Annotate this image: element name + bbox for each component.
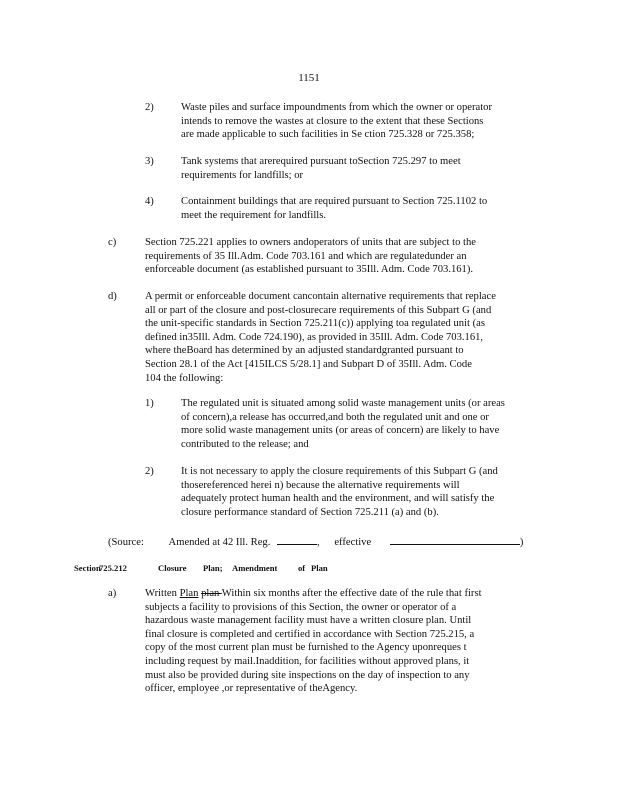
text-line: intends to remove the wastes at closure to the extent that these Sections bbox=[181, 115, 484, 127]
text-line: officer, employee ,or representative of theAgency. bbox=[145, 683, 358, 695]
text-line: the unit-specific standards in Section 725.211(c)) applying toa regulated unit (as bbox=[145, 318, 485, 330]
list-label: a) bbox=[108, 588, 117, 599]
source-comma: , bbox=[317, 537, 320, 548]
list-label: 4) bbox=[145, 196, 154, 207]
first-line-rest: Within six months after the effective date of the rule that first bbox=[221, 588, 482, 599]
text-line: Containment buildings that are required pursuant to Section 725.1102 to bbox=[181, 196, 488, 207]
text-line-first bbox=[145, 587, 520, 601]
text-line: of concern),a release has occurred,and both the regulated unit and one or bbox=[181, 411, 489, 423]
section-number: 725.212 bbox=[99, 563, 127, 573]
source-prefix: (Source: bbox=[108, 537, 144, 548]
list-label: c) bbox=[108, 237, 117, 248]
list-label: 1) bbox=[145, 398, 154, 409]
page-number: 1151 bbox=[298, 72, 320, 84]
list-label: 3) bbox=[145, 156, 154, 167]
list-text bbox=[145, 290, 535, 385]
section-title-3: Amendment bbox=[232, 563, 278, 573]
list-label: 2) bbox=[145, 102, 154, 113]
text-line: where theBoard has determined by an adjusted standardgranted pursuant to bbox=[145, 345, 464, 357]
text-line: The regulated unit is situated among solid waste management units (or areas bbox=[181, 398, 505, 409]
source-close: ) bbox=[519, 537, 524, 548]
text-line: adequately protect human health and the environment, and will satisfy the bbox=[181, 493, 495, 505]
text-line: all or part of the closure and post-closurecare requirements of this Subpart G (and bbox=[145, 304, 492, 316]
text-line: A permit or enforceable document cancontain alternative requirements that replace bbox=[145, 291, 496, 302]
text-line: It is not necessary to apply the closure requirements of this Subpart G (and bbox=[181, 466, 498, 477]
text-line: must also be provided during site inspections on the day of inspection to any bbox=[145, 669, 470, 681]
section-title-2: Plan; bbox=[203, 563, 223, 573]
section-title-4: of bbox=[298, 563, 306, 573]
text-line: thosereferenced herei n) because the alternative requirements will bbox=[181, 479, 460, 491]
text-line: Waste piles and surface impoundments from which the owner or operator bbox=[181, 102, 492, 113]
list-text bbox=[181, 465, 536, 519]
list-text bbox=[181, 155, 531, 182]
text-line: requirements of 35 Ill.Adm. Code 703.161 and which are regulatedunder an bbox=[145, 250, 467, 262]
text-line: including request by mail.Inaddition, for facilities without approved plans, it bbox=[145, 655, 470, 667]
text-line: requirements for landfills; or bbox=[181, 169, 304, 181]
text-line: are made applicable to such facilities in Se ction 725.328 or 725.358; bbox=[181, 129, 475, 141]
inserted-text: Plan bbox=[179, 588, 199, 599]
list-text bbox=[181, 101, 531, 142]
text-line: more solid waste management units (or areas of concern) are likely to have bbox=[181, 425, 500, 437]
text-line: Tank systems that arerequired pursuant toSection 725.297 to meet bbox=[181, 156, 461, 167]
text-line: contributed to the release; and bbox=[181, 438, 309, 450]
text-line: meet the requirement for landfills. bbox=[181, 209, 327, 221]
source-amended: Amended at 42 Ill. Reg. bbox=[168, 537, 271, 548]
section-title-5: Plan bbox=[311, 563, 328, 573]
section-title-1: Closure bbox=[158, 563, 187, 573]
list-label: 2) bbox=[145, 466, 154, 477]
text-line: final closure is completed and certified in accordance with Section 725.215, a bbox=[145, 628, 475, 640]
effective-blank bbox=[390, 534, 520, 545]
deleted-text: plan bbox=[201, 588, 222, 599]
list-text bbox=[181, 195, 531, 222]
list-text bbox=[145, 587, 520, 696]
list-label: d) bbox=[108, 291, 117, 302]
list-text bbox=[181, 397, 536, 451]
section-word: Section bbox=[74, 563, 101, 573]
source-effective: effective bbox=[334, 537, 372, 548]
text-line: 104 the following: bbox=[145, 372, 224, 384]
text-line: Section 725.221 applies to owners andoperators of units that are subject to the bbox=[145, 237, 476, 248]
text-line: closure performance standard of Section 725.211 (a) and (b). bbox=[181, 506, 439, 518]
text-line: defined in35Ill. Adm. Code 724.190), as provided in 35Ill. Adm. Code 703.161, bbox=[145, 331, 484, 343]
written-word: Written bbox=[145, 588, 180, 599]
text-line: Section 28.1 of the Act [415ILCS 5/28.1] and Subpart D of 35Ill. Adm. Code bbox=[145, 358, 472, 370]
text-line: copy of the most current plan must be furnished to the Agency uponreques t bbox=[145, 642, 467, 654]
text-line: hazardous waste management facility must have a written closure plan. Until bbox=[145, 615, 472, 627]
text-line: enforceable document (as established pursuant to 35Ill. Adm. Code 703.161). bbox=[145, 264, 474, 276]
text-line: subjects a facility to provisions of this Section, the owner or operator of a bbox=[145, 601, 457, 613]
source-note bbox=[108, 534, 523, 550]
list-text bbox=[145, 236, 525, 277]
reg-blank bbox=[277, 534, 317, 545]
